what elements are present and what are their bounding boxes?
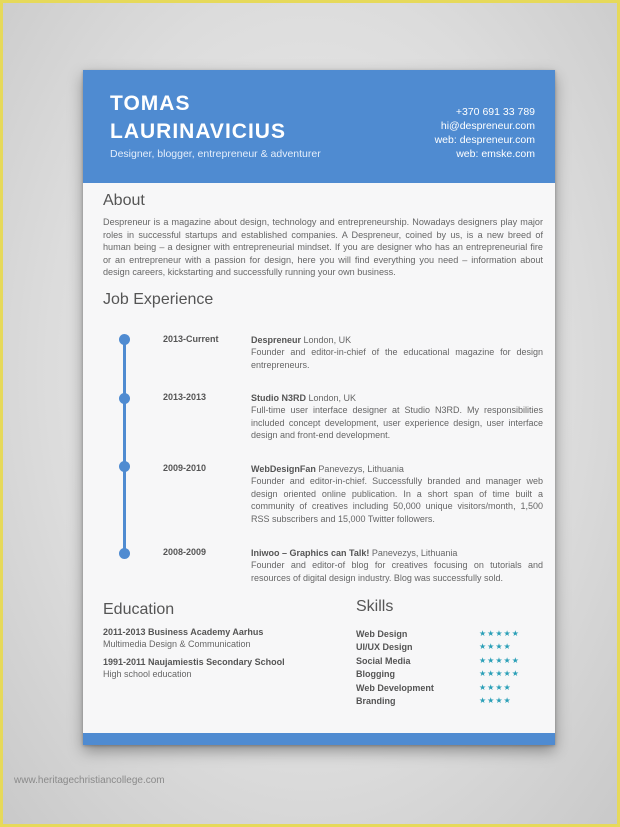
education-title: 1991-2011 Naujamiestis Secondary School <box>103 657 285 667</box>
star-rating-icon: ★★★★ <box>479 695 512 705</box>
skill-row <box>356 629 536 642</box>
skill-row <box>356 669 536 682</box>
skill-row <box>356 683 536 696</box>
education-title: 2011-2013 Business Academy Aarhus <box>103 627 264 637</box>
job-company: Iniwoo – Graphics can Talk! <box>251 548 370 558</box>
timeline-dot <box>119 334 130 345</box>
phone: +370 691 33 789 <box>455 106 535 118</box>
skill-name: UI/UX Design <box>356 642 413 653</box>
contact-info <box>435 105 535 161</box>
job-location: London, UK <box>306 393 357 403</box>
job-description: Full-time user interface designer at Studio N3RD. My responsibilities included concept development, user experience design, user interface design and front-end development. <box>251 405 543 441</box>
star-rating-icon: ★★★★ <box>479 682 512 692</box>
job-entry <box>251 463 543 525</box>
job-description: Founder and editor-in-chief of the educational magazine for design entrepreneurs. <box>251 347 543 370</box>
about-heading: About <box>103 192 145 209</box>
job-description: Founder and editor-in-chief. Successfully branded and manager web design oriented online publication. In a short span of time built a community of creatives including 50,000 unique visitors/month, 1,500 RSS subscribers and 15,000 Twitter followers. <box>251 476 543 524</box>
job-location: Panevezys, Lithuania <box>369 548 458 558</box>
resume-header <box>83 70 555 183</box>
skill-row <box>356 696 536 709</box>
skill-name: Web Design <box>356 629 408 639</box>
website-despreneur: web: despreneur.com <box>434 134 535 146</box>
skill-name: Social Media <box>356 655 411 666</box>
skill-row <box>356 642 536 655</box>
job-company: WebDesignFan <box>251 464 316 474</box>
star-rating-icon: ★★★★★ <box>479 669 520 679</box>
job-date: 2013-2013 <box>163 392 207 402</box>
job-date: 2008-2009 <box>163 547 207 557</box>
star-rating-icon: ★★★★ <box>479 642 512 652</box>
timeline-line <box>123 338 126 554</box>
email: hi@despreneur.com <box>440 120 535 132</box>
education-heading: Education <box>103 601 175 618</box>
job-entry <box>251 334 543 371</box>
skill-name: Web Development <box>356 682 434 693</box>
about-text: Despreneur is a magazine about design, technology and entrepreneurship. Nowadays designers play major roles in successful startups and established companies. A Despreneur, coined by us, is a new breed of human being – a designer with entrepreneurial mindset. If you are designer who has an entrepreneurial fire or an entrepreneur with a passion for design, here you will find everything you need – information about design careers, kickstarting and successfully running your own business. <box>103 217 543 278</box>
skill-row <box>356 656 536 669</box>
footer-bar <box>83 733 555 745</box>
watermark: www.heritagechristiancollege.com <box>14 775 165 786</box>
last-name: LAURINAVICIUS <box>110 120 286 143</box>
education-subtitle: High school education <box>103 669 192 679</box>
website-emske: web: emske.com <box>456 148 535 160</box>
skill-name: Blogging <box>356 669 395 680</box>
job-company: Despreneur <box>251 335 302 345</box>
education-subtitle: Multimedia Design & Communication <box>103 639 251 649</box>
skills-list <box>356 629 536 709</box>
tagline: Designer, blogger, entrepreneur & adventurer <box>110 148 321 160</box>
job-entry <box>251 392 543 442</box>
job-date: 2013-Current <box>163 334 219 344</box>
education-item <box>103 656 285 680</box>
skills-heading: Skills <box>356 598 394 615</box>
job-date: 2009-2010 <box>163 463 207 473</box>
timeline-dot <box>119 548 130 559</box>
job-description: Founder and editor-of blog for creatives focusing on tutorials and resources of digital design industry. Blog was successfully sold. <box>251 560 543 583</box>
job-company: Studio N3RD <box>251 393 306 403</box>
job-location: London, UK <box>301 335 352 345</box>
job-location: Panevezys, Lithuania <box>315 464 404 474</box>
skill-name: Branding <box>356 695 396 706</box>
timeline-dot <box>119 393 130 404</box>
job-entry <box>251 547 543 584</box>
timeline-dot <box>119 461 130 472</box>
resume-sheet <box>83 70 555 745</box>
first-name: TOMAS <box>110 92 191 115</box>
education-item <box>103 626 263 650</box>
star-rating-icon: ★★★★★ <box>479 655 520 665</box>
candidate-name <box>110 90 340 146</box>
experience-heading: Job Experience <box>103 291 214 308</box>
star-rating-icon: ★★★★★ <box>479 629 520 638</box>
